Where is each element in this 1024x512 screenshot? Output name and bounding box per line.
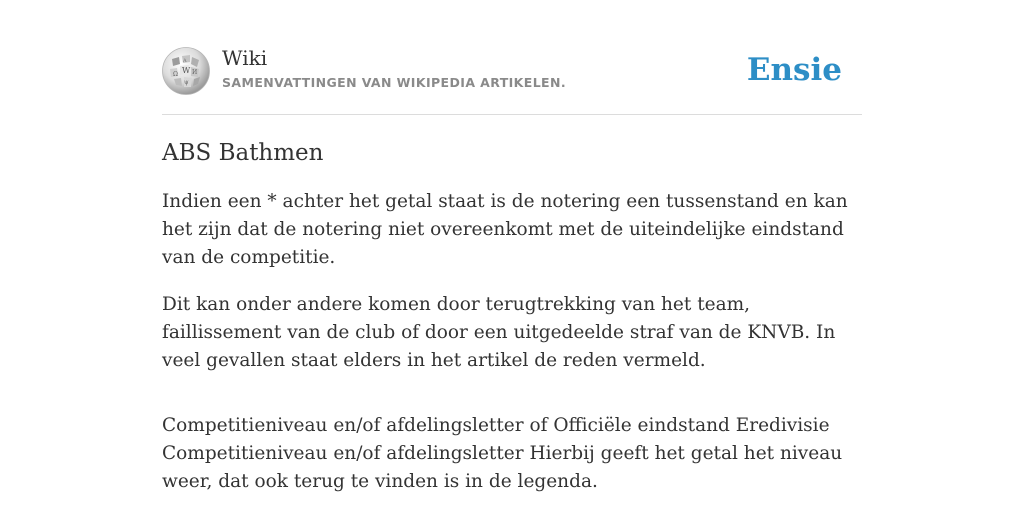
- svg-text:Ω: Ω: [173, 71, 178, 78]
- article-paragraph: Dit kan onder andere komen door terugtrekking van het team, faillissement van de club of door een uitgedeelde straf van de KNVB. In veel gevallen staat elders in het artikel de reden vermeld.: [162, 294, 836, 371]
- ensie-logo[interactable]: Ensie: [746, 52, 842, 88]
- article-title: ABS Bathmen: [162, 140, 324, 166]
- article-paragraph: Competitieniveau en/of afdelingsletter of Officiële eindstand Eredivisie Competitieniveau en/of afdelingsletter Hierbij geeft het getal het niveau weer, dat ook terug te vinden is in de legenda.: [162, 415, 843, 492]
- site-header: [162, 44, 862, 115]
- article-content: [162, 136, 862, 512]
- article-paragraph: Indien een * achter het getal staat is de notering een tussenstand en kan het zijn dat de notering niet overeenkomt met de uiteindelijke eindstand van de competitie.: [162, 191, 848, 268]
- svg-text:ψ: ψ: [184, 79, 189, 86]
- wikipedia-globe-icon[interactable]: [162, 47, 210, 95]
- svg-text:W: W: [182, 66, 191, 75]
- site-tagline: SAMENVATTINGEN VAN WIKIPEDIA ARTIKELEN.: [222, 75, 567, 90]
- svg-text:A: A: [183, 58, 187, 64]
- site-name[interactable]: Wiki: [222, 46, 268, 70]
- svg-text:И: И: [192, 69, 198, 76]
